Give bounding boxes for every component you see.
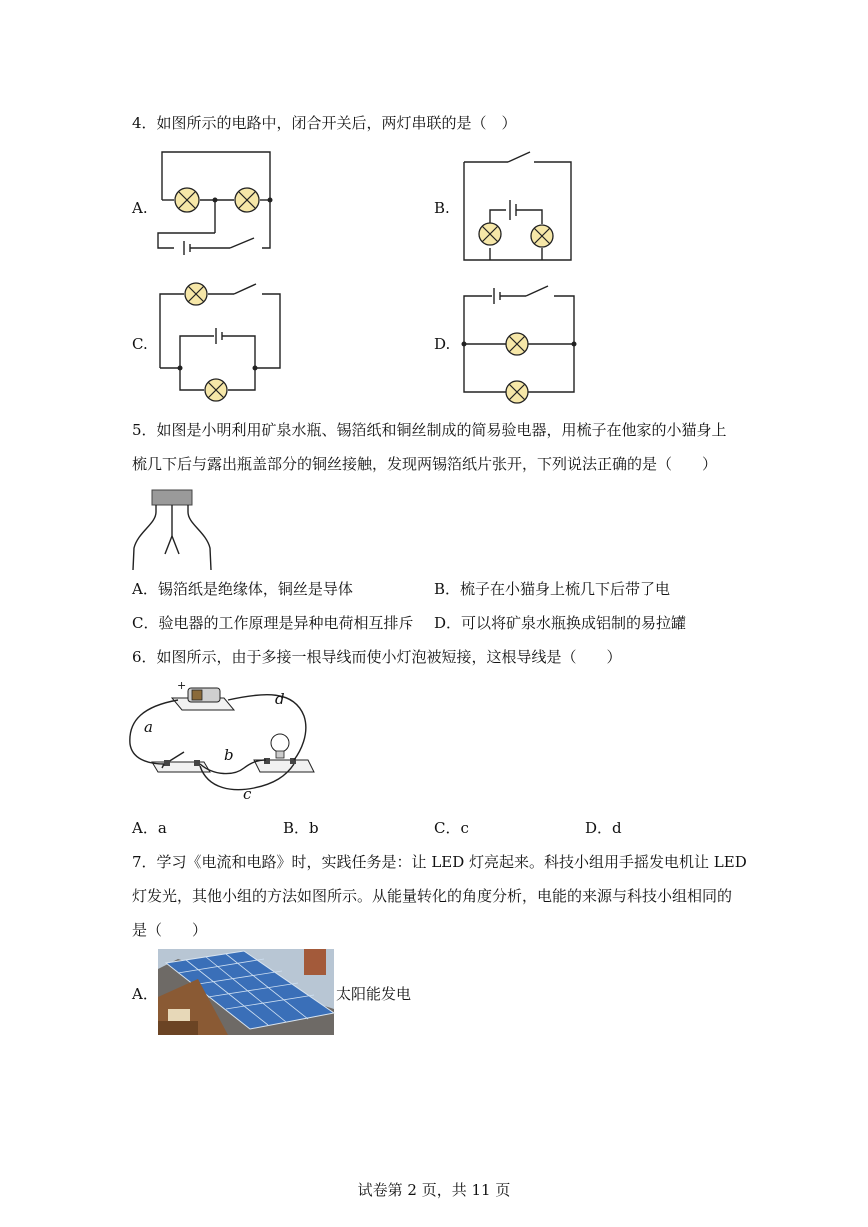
lamp-icon: [506, 333, 528, 355]
q6-wire-label-a: a: [144, 718, 153, 736]
q6-circuit-figure: [124, 680, 324, 805]
q7-stem-line2: 灯发光，其他小组的方法如图所示。从能量转化的角度分析，电能的来源与科技小组相同的: [132, 887, 733, 905]
solar-panel-photo: [158, 949, 334, 1035]
lamp-icon: [205, 379, 227, 401]
lamp-icon: [479, 223, 501, 245]
q4-circuit-c: [150, 282, 285, 410]
q6-stem: 6．如图所示，由于多接一根导线而使小灯泡被短接，这根导线是（ ）: [132, 648, 622, 666]
lamp-icon: [235, 188, 259, 212]
q4-option-c-label: C.: [132, 335, 148, 353]
q4-circuit-a: [150, 148, 280, 260]
q5-stem-line1: 5．如图是小明利用矿泉水瓶、锡箔纸和铜丝制成的简易验电器，用梳子在他家的小猫身上: [132, 421, 727, 439]
q5-option-c: C．验电器的工作原理是异种电荷相互排斥: [132, 614, 414, 632]
q4-option-a-label: A.: [132, 199, 148, 217]
q6-option-d: D．d: [585, 819, 622, 837]
q6-wire-label-b: b: [224, 746, 234, 764]
q4-stem: 4．如图所示的电路中，闭合开关后，两灯串联的是（ ）: [132, 114, 517, 132]
lamp-icon: [175, 188, 199, 212]
q5-option-a: A．锡箔纸是绝缘体，铜丝是导体: [132, 580, 353, 598]
q7-option-a-label: A．: [132, 985, 158, 1003]
q4-circuit-d: [456, 282, 581, 410]
q4-option-b-label: B.: [434, 199, 450, 217]
q5-option-b: B．梳子在小猫身上梳几下后带了电: [434, 580, 671, 598]
lamp-icon: [185, 283, 207, 305]
q7-option-a-text: 太阳能发电: [336, 985, 412, 1003]
q6-plus-label: +: [177, 679, 187, 692]
q4-option-d-label: D.: [434, 335, 451, 353]
lamp-icon: [531, 225, 553, 247]
q6-wire-label-c: c: [243, 785, 252, 803]
lamp-icon: [506, 381, 528, 403]
page-footer: 试卷第 2 页，共 11 页: [357, 1181, 511, 1199]
q5-option-d: D．可以将矿泉水瓶换成铝制的易拉罐: [434, 614, 687, 632]
electroscope-figure: [130, 488, 215, 573]
q7-stem-line1: 7．学习《电流和电路》时，实践任务是：让 LED 灯亮起来。科技小组用手摇发电机让 LED: [132, 853, 747, 871]
q6-option-b: B．b: [283, 819, 319, 837]
q6-wire-label-d: d: [275, 690, 285, 708]
q6-option-a: A．a: [132, 819, 167, 837]
q6-option-c: C．c: [434, 819, 469, 837]
q5-stem-line2: 梳几下后与露出瓶盖部分的铜丝接触，发现两锡箔纸片张开，下列说法正确的是（ ）: [132, 455, 718, 473]
q7-stem-line3: 是（ ）: [132, 921, 208, 939]
q4-circuit-b: [456, 150, 581, 262]
